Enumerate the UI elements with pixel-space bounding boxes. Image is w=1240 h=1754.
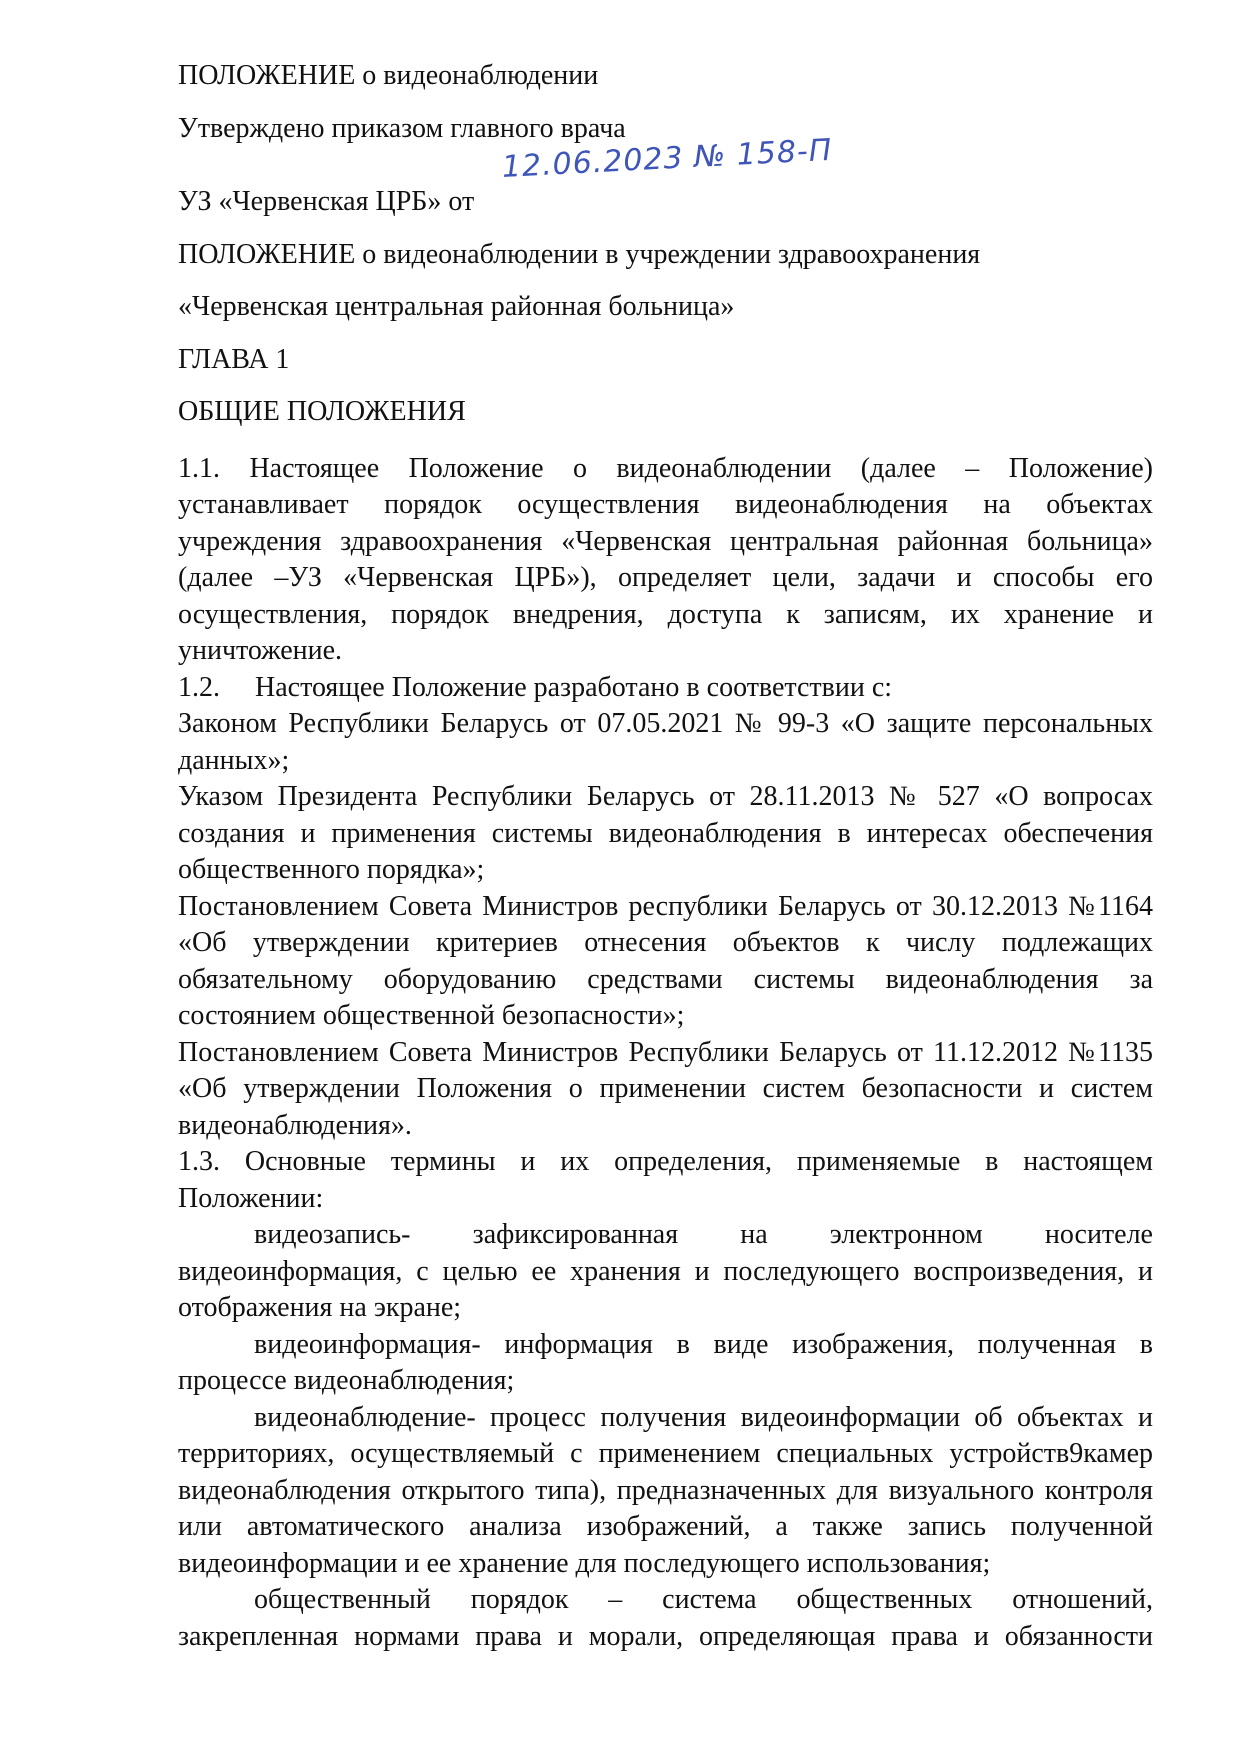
reference-decree: Указом Президента Республики Беларусь от 28.11.2013 № 527 «О вопросах создания и применения системы видеонаблюдения в интересах обеспечения общественного порядка»; xyxy=(178,781,1153,885)
reference-resolution-1135: Постановлением Совета Министров Республики Беларусь от 11.12.2012 №1135 «Об утверждении Положения о применении систем безопасности и систем видеонаблюдения». xyxy=(178,1036,1153,1141)
full-title: ПОЛОЖЕНИЕ о видеонаблюдении в учреждении здравоохранения xyxy=(178,238,981,270)
chapter-title: ОБЩИЕ ПОЛОЖЕНИЯ xyxy=(178,396,466,427)
term-videoinformatsiya: видеоинформация- информация в виде изображения, полученная в процессе видеонаблюдения; xyxy=(178,1328,1153,1396)
document-title: ПОЛОЖЕНИЕ о видеонаблюдении xyxy=(178,60,599,91)
organization-date-line xyxy=(178,132,1153,221)
approval-line: Утверждено приказом главного врача xyxy=(178,112,626,144)
reference-law: Законом Республики Беларусь от 07.05.2021 № 99-3 «О защите персональных данных»; xyxy=(178,708,1153,776)
document-body xyxy=(178,58,1153,1655)
handwritten-order-number: 12.06.2023 № 158-П xyxy=(501,132,834,186)
term-videozapis: видеозапись- зафиксированная на электронном носителе видеоинформация, с целью ее хранения и последующего воспроизведения, и отображения на экране; xyxy=(178,1219,1153,1323)
paragraph-1-1: 1.1. Настоящее Положение о видеонаблюдении (далее – Положение) устанавливает порядок осуществления видеонаблюдения на объектах учреждения здравоохранения «Червенская центральная районная больница» (далее –УЗ «Червенская ЦРБ»), определяет цели, задачи и способы его осуществления, порядок внедрения, доступа к записям, их хранение и уничтожение. xyxy=(178,452,1153,666)
paragraph-1-2: 1.2. Настоящее Положение разработано в соответствии с: xyxy=(178,671,893,703)
chapter-number: ГЛАВА 1 xyxy=(178,343,290,375)
organization-prefix: УЗ «Червенская ЦРБ» от xyxy=(178,186,475,217)
term-obshchestvenny-poryadok: общественный порядок – система общественных отношений, закрепленная нормами права и морали, определяющая права и обязанности xyxy=(178,1584,1153,1652)
term-videonablyudenie: видеонаблюдение- процесс получения видеоинформации об объектах и территориях, осуществляемый с применением специальных устройств9камер видеонаблюдения открытого типа), предназначенных для визуального контроля или автоматического анализа изображений, а также запись полученной видеоинформации и ее хранение для последующего использования; xyxy=(178,1401,1153,1579)
organization-full-name: «Червенская центральная районная больница» xyxy=(178,291,735,322)
reference-resolution-1164: Постановлением Совета Министров республики Беларусь от 30.12.2013 №1164 «Об утверждении критериев отнесения объектов к числу подлежащих обязательному оборудованию средствами системы видеонаблюдения за состоянием общественной безопасности»; xyxy=(178,890,1153,1031)
paragraph-1-3: 1.3. Основные термины и их определения, применяемые в настоящем Положении: xyxy=(178,1146,1153,1214)
